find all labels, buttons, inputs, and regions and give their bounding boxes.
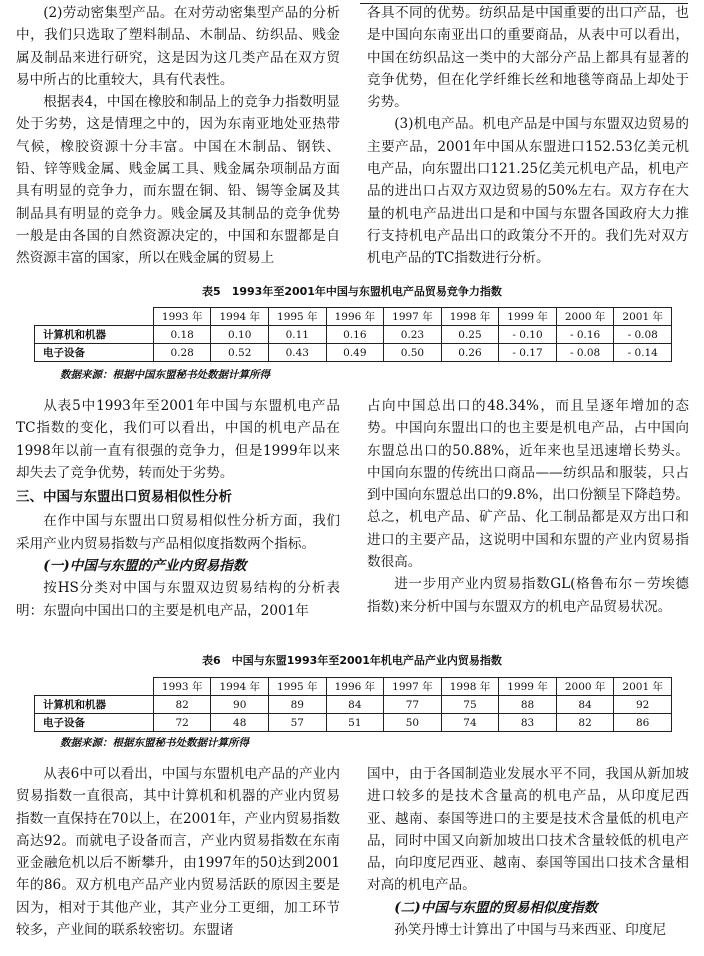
section3-heading: 三、中国与东盟出口贸易相似性分析 [16, 489, 232, 506]
table6-cell: 88 [499, 696, 557, 714]
table5 [34, 307, 672, 362]
table6-cell: 48 [211, 714, 269, 732]
table6-year: 1997 年 [384, 678, 442, 696]
table6-cell: 90 [211, 696, 269, 714]
table-row [35, 714, 672, 732]
table6-cell: 50 [384, 714, 442, 732]
table5-year: 1997 年 [384, 308, 442, 326]
table5-year: 2000 年 [556, 308, 614, 326]
table6-year: 1998 年 [441, 678, 499, 696]
table5-cell: - 0.08 [614, 326, 672, 344]
table5-source: 数据来源：根据中国东盟秘书处数据计算所得 [60, 369, 270, 381]
table6-year: 1996 年 [326, 678, 384, 696]
table6-cell: 84 [556, 696, 614, 714]
table5-year: 1998 年 [441, 308, 499, 326]
paragraph-export-share: 占向中国总出口的48.34%，而且呈逐年增加的态势。中国向东盟出口的也主要是机电产品，占中国向东盟总出口的50.88%，近年来也呈迅速增长势头。中国向东盟的传统出口商品——纺织品和服装，只占到中国向东盟总出口的9.8%，出口份额呈下降趋势。总之，机电产品、矿产品、化工制品都是双方出口和进口的主要产品，这说明中国和东盟的产业内贸易指数很高。 [367, 398, 689, 571]
table6-cell: 51 [326, 714, 384, 732]
table5-caption: 表5 1993年至2001年中国与东盟机电产品贸易竞争力指数 [202, 285, 502, 298]
table5-cell: 0.16 [326, 326, 384, 344]
table6-year: 2000 年 [556, 678, 614, 696]
table6-row-label: 计算机和机器 [35, 696, 154, 714]
subsection1-heading: (一)中国与东盟的产业内贸易指数 [43, 558, 247, 575]
table6-cell: 86 [614, 714, 672, 732]
table6-year: 2001 年 [614, 678, 672, 696]
table6-cell: 82 [556, 714, 614, 732]
table5-year: 1993 年 [153, 308, 211, 326]
table6-caption: 表6 中国与东盟1993年至2001年机电产品产业内贸易指数 [202, 654, 502, 667]
section3-intro: 在作中国与东盟出口贸易相似性分析方面，我们采用产业内贸易指数与产品相似度指数两个指标。 [16, 513, 340, 552]
table5-year: 1999 年 [499, 308, 557, 326]
table5-cell: - 0.17 [499, 344, 557, 362]
table5-cell: 0.11 [269, 326, 327, 344]
table6 [34, 677, 672, 732]
table6-cell: 74 [441, 714, 499, 732]
table6-year: 1999 年 [499, 678, 557, 696]
table5-cell: 0.43 [269, 344, 327, 362]
table6-cell: 57 [269, 714, 327, 732]
table5-header-row [35, 308, 672, 326]
paragraph-table6-analysis: 从表6中可以看出，中国与东盟机电产品的产业内贸易指数一直很高，其中计算机和机器的产业内贸易指数一直保持在70以上，在2001年，产业内贸易指数高达92。而就电子设备而言，产业内贸易指数在东南亚金融危机以后不断攀升，由1997年的50达到2001年的86。双方机电产品产业内贸易活跃的原因主要是因为，相对于其他产业，其产业分工更细，加工环节较多，产业间的联系较密切。东盟诸 [16, 766, 340, 939]
left-column-bottom [16, 763, 340, 941]
table-row [35, 326, 672, 344]
table6-cell: 75 [441, 696, 499, 714]
paragraph-table5-analysis: 从表5中1993年至2001年中国与东盟机电产品TC指数的变化，我们可以看出，中国的机电产品在1998年以前一直有很强的竞争力，但是1999年以来却失去了竞争优势，转而处于劣势。 [16, 398, 340, 481]
paragraph-table4-analysis: 根据表4，中国在橡胶和制品上的竞争力指数明显处于劣势，这是情理之中的，因为东南亚地处亚热带气候，橡胶资源十分丰富。中国在木制品、钢铁、铅、锌等贱金属、贱金属工具、贱金属杂项制品方面具有明显的竞争力，而东盟在铜、铅、锡等金属及其制品具有明显的竞争力。贱金属及其制品的竞争优势一般是由各国的自然资源决定的，中国和东盟都是自然资源丰富的国家，所以在贱金属的贸易上 [16, 94, 340, 267]
table5-cell: 0.18 [153, 326, 211, 344]
table6-cell: 84 [326, 696, 384, 714]
table6-cell: 83 [499, 714, 557, 732]
table6-corner [35, 678, 154, 696]
table5-cell: 0.26 [441, 344, 499, 362]
table5-year: 2001 年 [614, 308, 672, 326]
paragraph-hs-analysis: 按HS分类对中国与东盟双边贸易结构的分析表明：东盟向中国出口的主要是机电产品，2001年 [16, 580, 340, 619]
paragraph-mechanical-electrical: (3)机电产品。机电产品是中国与东盟双边贸易的主要产品，2001年中国从东盟进口152.53亿美元机电产品，向东盟出口121.25亿美元机电产品，机电产品的进出口占双方双边贸易的50%左右。双方存在大量的机电产品进出口是和中国与东盟各国政府大力推行支持机电产品出口的政策分不开的。我们先对双方机电产品的TC指数进行分析。 [367, 116, 689, 267]
table5-cell: - 0.08 [556, 344, 614, 362]
table5-row-label: 电子设备 [35, 344, 154, 362]
paragraph-gl-index: 进一步用产业内贸易指数GL(格鲁布尔－劳埃德指数)来分析中国与东盟双方的机电产品贸易状况。 [367, 576, 689, 615]
paragraph-similarity-index: 孙笑丹博士计算出了中国与马来西亚、印度尼 [394, 922, 667, 939]
table6-source: 数据来源：根据东盟秘书处数据计算所得 [60, 737, 249, 749]
right-column-middle [367, 395, 689, 618]
table5-year: 1995 年 [269, 308, 327, 326]
table5-cell: - 0.10 [499, 326, 557, 344]
paragraph-technology-content: 国中，由于各国制造业发展水平不同，我国从新加坡进口较多的是技术含量高的机电产品，从印度尼西亚、越南、泰国等进口的主要是技术含量低的机电产品，同时中国又向新加坡出口技术含量较低的机电产品，向印度尼西亚、越南、泰国等国出口技术含量相对高的机电产品。 [367, 766, 689, 894]
table5-cell: - 0.16 [556, 326, 614, 344]
table6-row-label: 电子设备 [35, 714, 154, 732]
table6-cell: 72 [153, 714, 211, 732]
paragraph-labor-intensive: (2)劳动密集型产品。在对劳动密集型产品的分析中，我们只选取了塑料制品、木制品、纺织品、贱金属及制品来进行研究，这是因为这几类产品在双方贸易中所占的比重较大，具有代表性。 [16, 5, 340, 88]
table6-year: 1993 年 [153, 678, 211, 696]
table5-cell: 0.10 [211, 326, 269, 344]
table5-year: 1994 年 [211, 308, 269, 326]
left-column-middle [16, 395, 340, 622]
table5-year: 1996 年 [326, 308, 384, 326]
table6-cell: 92 [614, 696, 672, 714]
table6-cell: 82 [153, 696, 211, 714]
right-column-bottom [367, 763, 689, 941]
subsection2-heading: (二)中国与东盟的贸易相似度指数 [394, 899, 598, 916]
right-column-top [367, 2, 689, 270]
table6-cell: 89 [269, 696, 327, 714]
table6-cell: 77 [384, 696, 442, 714]
table5-corner [35, 308, 154, 326]
table6-year: 1995 年 [269, 678, 327, 696]
table6-year: 1994 年 [211, 678, 269, 696]
table5-cell: 0.23 [384, 326, 442, 344]
table5-row-label: 计算机和机器 [35, 326, 154, 344]
table5-cell: 0.50 [384, 344, 442, 362]
table5-cell: 0.25 [441, 326, 499, 344]
table5-cell: 0.49 [326, 344, 384, 362]
table5-cell: 0.52 [211, 344, 269, 362]
table6-header-row [35, 678, 672, 696]
table5-cell: 0.28 [153, 344, 211, 362]
table-row [35, 696, 672, 714]
table-row [35, 344, 672, 362]
table5-cell: - 0.14 [614, 344, 672, 362]
paragraph-textile-advantage: 各具不同的优势。纺织品是中国重要的出口产品，也是中国向东南亚出口的重要商品，从表中可以看出，中国在纺织品这一类中的大部分产品上都具有显著的竞争优势，但在化学纤维长丝和地毯等商品上却处于劣势。 [367, 5, 689, 111]
left-column-top [16, 2, 340, 270]
